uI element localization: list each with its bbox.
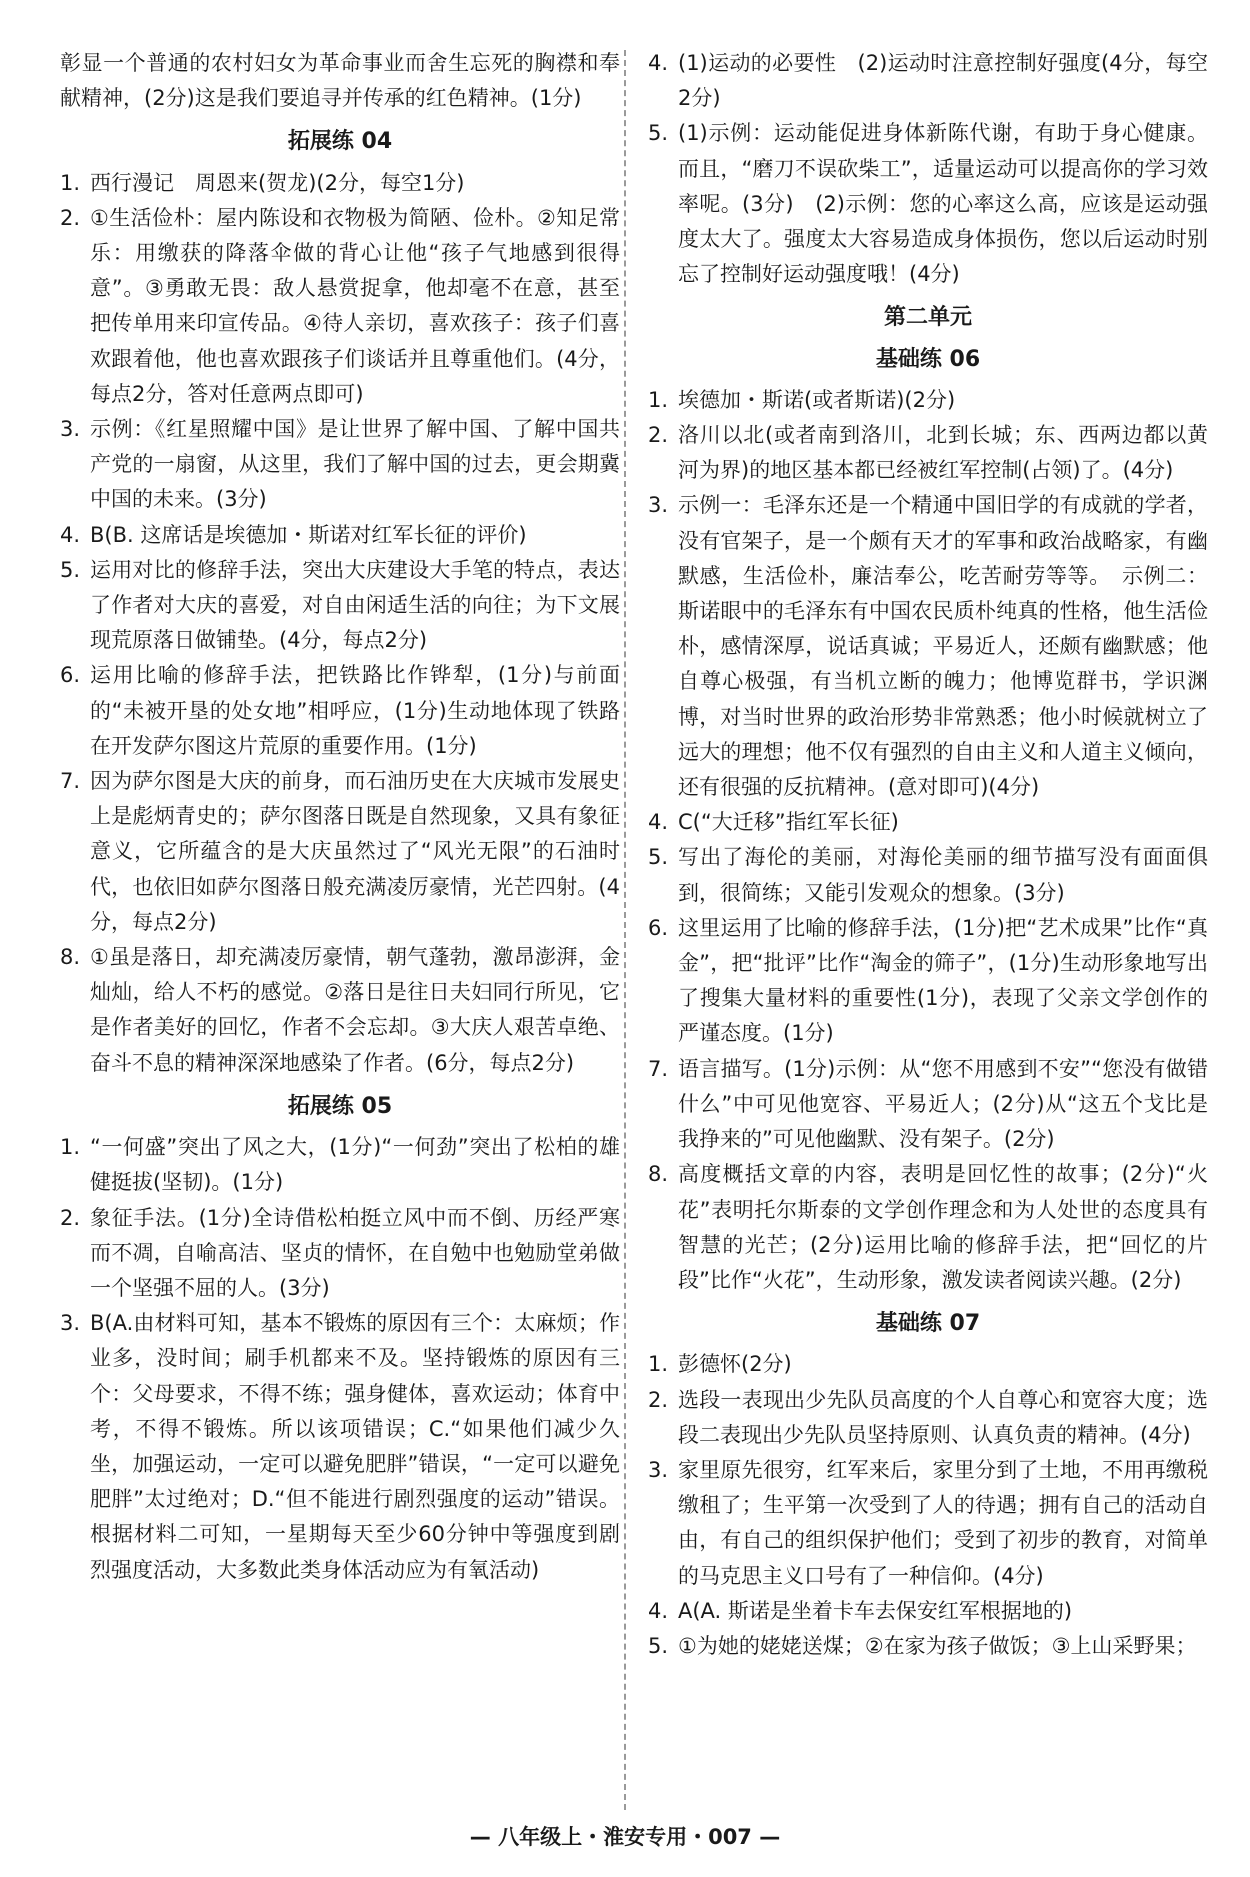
section-title-basic-07: 基础练 07: [875, 1311, 981, 1337]
answer-item: [648, 1453, 1208, 1594]
answer-number: 7.: [648, 1056, 669, 1081]
answer-item: [60, 1201, 620, 1307]
answer-item: [60, 764, 620, 940]
answer-number: 2.: [60, 205, 81, 230]
answer-number: 6.: [60, 663, 81, 688]
answer-item: [648, 116, 1208, 292]
answer-text: 因为萨尔图是大庆的前身，而石油历史在大庆城市发展史上是彪炳青史的；萨尔图落日既是自然现象，又具有象征意义，它所蕴含的是大庆虽然过了“风光无限”的石油时代，也依旧如萨尔图落日般充满凌厉豪情，光芒四射。(4分，每点2分): [90, 769, 620, 934]
answer-text: A(A. 斯诺是坐着卡车去保安红军根据地的): [678, 1598, 1073, 1623]
answer-number: 8.: [60, 945, 81, 970]
answer-item: [648, 488, 1208, 805]
answer-item: [60, 553, 620, 659]
extension-04-list: [60, 166, 620, 1081]
right-column: [648, 46, 1208, 1664]
intro-paragraph: 彰显一个普通的农村妇女为革命事业而舍生忘死的胸襟和奉献精神，(2分)这是我们要追寻并传承的红色精神。(1分): [60, 51, 620, 111]
answer-number: 4.: [648, 51, 669, 75]
answer-number: 2.: [60, 1205, 81, 1230]
answer-text: 高度概括文章的内容，表明是回忆性的故事；(2分)“火花”表明托尔斯泰的文学创作理念和为人处世的态度具有智慧的光芒；(2分)运用比喻的修辞手法，把“回忆的片段”比作“火花”，生动形象，激发读者阅读兴趣。(2分): [678, 1162, 1208, 1292]
answer-number: 4.: [648, 1598, 669, 1623]
section-title-basic-06: 基础练 06: [875, 346, 981, 372]
extension-05-continued-list: [648, 46, 1208, 292]
answer-text: 家里原先很穷，红军来后，家里分到了土地，不用再缴税缴租了；生平第一次受到了人的待遇；拥有自己的活动自由，有自己的组织保护他们；受到了初步的教育，对简单的马克思主义口号有了一种信仰。(4分): [678, 1457, 1208, 1588]
answer-text: 这里运用了比喻的修辞手法，(1分)把“艺术成果”比作“真金”，把“批评”比作“淘金的筛子”，(1分)生动形象地写出了搜集大量材料的重要性(1分)，表现了父亲文学创作的严谨态度。(1分): [678, 915, 1208, 1046]
answer-text: 写出了海伦的美丽，对海伦美丽的细节描写没有面面俱到，很简练；又能引发观众的想象。(3分): [678, 845, 1208, 905]
answer-text: 象征手法。(1分)全诗借松柏挺立风中而不倒、历经严寒而不凋，自喻高洁、坚贞的情怀，在自勉中也勉励堂弟做一个坚强不屈的人。(3分): [90, 1205, 620, 1300]
section-title-extension-04: 拓展练 04: [287, 129, 393, 155]
answer-text: “一何盛”突出了风之大，(1分)“一何劲”突出了松柏的雄健挺拔(坚韧)。(1分): [90, 1135, 620, 1195]
basic-07-list: [648, 1347, 1208, 1664]
answer-item: [648, 383, 1208, 418]
answer-number: 1.: [648, 1352, 669, 1377]
answer-number: 3.: [648, 1457, 669, 1482]
extension-05-list: [60, 1130, 620, 1588]
answer-number: 2.: [648, 1387, 669, 1412]
answer-number: 1.: [60, 1135, 81, 1160]
answer-number: 5.: [648, 121, 669, 146]
answer-text: ①生活俭朴：屋内陈设和衣物极为简陋、俭朴。②知足常乐：用缴获的降落伞做的背心让他“孩子气地感到很得意”。③勇敢无畏：敌人悬赏捉拿，他却毫不在意，甚至把传单用来印宣传品。④待人亲切，喜欢孩子：孩子们喜欢跟着他，他也喜欢跟孩子们谈话并且尊重他们。(4分，每点2分，答对任意两点即可): [90, 205, 620, 406]
answer-text: 示例：《红星照耀中国》是让世界了解中国、了解中国共产党的一扇窗，从这里，我们了解中国的过去，更会期冀中国的未来。(3分): [90, 417, 620, 512]
answer-item: [648, 840, 1208, 910]
answer-item: [648, 1629, 1208, 1664]
answer-item: [648, 1594, 1208, 1629]
answer-item: [648, 1347, 1208, 1382]
answer-number: 3.: [60, 417, 81, 442]
answer-text: 彭德怀(2分): [678, 1352, 792, 1377]
answer-item: [60, 658, 620, 764]
answer-text: 语言描写。(1分)示例：从“您不用感到不安”“您没有做错什么”中可见他宽容、平易近人；(2分)从“这五个戈比是我挣来的”可见他幽默、没有架子。(2分): [678, 1056, 1208, 1152]
answer-item: [60, 1130, 620, 1200]
answer-text: 运用对比的修辞手法，突出大庆建设大手笔的特点，表达了作者对大庆的喜爱，对自由闲适生活的向往；为下文展现荒原落日做铺垫。(4分，每点2分): [90, 557, 620, 653]
answer-text: (1)运动的必要性 (2)运动时注意控制好强度(4分，每空2分): [678, 51, 1208, 111]
answer-number: 3.: [60, 1311, 81, 1336]
answer-number: 5.: [60, 557, 81, 582]
answer-item: [60, 1306, 620, 1588]
answer-number: 3.: [648, 493, 669, 518]
answer-number: 1.: [60, 170, 81, 195]
section-title-extension-05: 拓展练 05: [287, 1093, 393, 1119]
answer-number: 4.: [648, 810, 669, 835]
answer-text: B(B. 这席话是埃德加・斯诺对红军长征的评价): [90, 522, 527, 547]
answer-text: ①为她的姥姥送煤；②在家为孩子做饭；③上山采野果；: [678, 1633, 1197, 1658]
answer-text: ①虽是落日，却充满凌厉豪情，朝气蓬勃，激昂澎湃，金灿灿，给人不朽的感觉。②落日是往日夫妇同行所见，它是作者美好的回忆，作者不会忘却。③大庆人艰苦卓绝、奋斗不息的精神深深地感染了作者。(6分，每点2分): [90, 945, 620, 1075]
answer-item: [60, 940, 620, 1081]
answer-item: [648, 418, 1208, 488]
answer-text: 运用比喻的修辞手法，把铁路比作铧犁，(1分)与前面的“未被开垦的处女地”相呼应，(1分)生动地体现了铁路在开发萨尔图这片荒原的重要作用。(1分): [90, 663, 620, 758]
answer-item: [60, 412, 620, 518]
left-column: [60, 46, 620, 1588]
answer-item: [648, 1052, 1208, 1158]
answer-number: 4.: [60, 522, 81, 547]
column-divider: [624, 50, 626, 1810]
answer-item: [60, 166, 620, 201]
answer-number: 5.: [648, 1633, 669, 1658]
answer-text: 示例一：毛泽东还是一个精通中国旧学的有成就的学者，没有官架子，是一个颇有天才的军事和政治战略家，有幽默感，生活俭朴，廉洁奉公，吃苦耐劳等等。 示例二：斯诺眼中的毛泽东有中国农民质朴纯真的性格，他生活俭朴，感情深厚，说话真诚；平易近人，还颇有幽默感；他自尊心极强，有当机立断的魄力；他博览群书，学识渊博，对当时世界的政治形势非常熟悉；他小时候就树立了远大的理想；他不仅有强烈的自由主义和人道主义倾向，还有很强的反抗精神。(意对即可)(4分): [678, 493, 1208, 800]
answer-text: 选段一表现出少先队员高度的个人自尊心和宽容大度；选段二表现出少先队员坚持原则、认真负责的精神。(4分): [678, 1387, 1208, 1447]
answer-item: [648, 1383, 1208, 1453]
answer-number: 5.: [648, 845, 669, 870]
answer-text: 洛川以北(或者南到洛川，北到长城；东、西两边都以黄河为界)的地区基本都已经被红军控制(占领)了。(4分): [678, 423, 1208, 483]
unit-title: 第二单元: [883, 305, 972, 331]
answer-item: [648, 46, 1208, 116]
answer-text: (1)示例：运动能促进身体新陈代谢，有助于身心健康。而且，“磨刀不误砍柴工”，适量运动可以提高你的学习效率呢。(3分) (2)示例：您的心率这么高，应该是运动强度太大了。强度太大容易造成身体损伤，您以后运动时别忘了控制好运动强度哦！(4分): [678, 121, 1208, 287]
answer-item: [60, 201, 620, 412]
basic-06-list: [648, 383, 1208, 1298]
answer-text: C(“大迁移”指红军长征): [678, 810, 899, 835]
page-footer: — 八年级上・淮安专用・007 —: [469, 1825, 781, 1849]
answer-item: [648, 911, 1208, 1052]
answer-item: [648, 805, 1208, 840]
answer-item: [648, 1157, 1208, 1298]
answer-number: 6.: [648, 915, 669, 940]
answer-number: 8.: [648, 1162, 669, 1187]
answer-number: 1.: [648, 387, 669, 412]
answer-item: [60, 518, 620, 553]
answer-number: 2.: [648, 423, 669, 448]
answer-text: B(A.由材料可知，基本不锻炼的原因有三个：太麻烦；作业多，没时间；刷手机都来不及。坚持锻炼的原因有三个：父母要求，不得不练；强身健体，喜欢运动；体育中考，不得不锻炼。所以该项错误；C.“如果他们减少久坐，加强运动，一定可以避免肥胖”错误，“一定可以避免肥胖”太过绝对；D.“但不能进行剧烈强度的运动”错误。根据材料二可知，一星期每天至少60分钟中等强度到剧烈强度活动，大多数此类身体活动应为有氧活动): [90, 1311, 620, 1582]
answer-text: 西行漫记 周恩来(贺龙)(2分，每空1分): [90, 170, 465, 195]
answer-number: 7.: [60, 769, 81, 794]
answer-text: 埃德加・斯诺(或者斯诺)(2分): [678, 387, 956, 412]
